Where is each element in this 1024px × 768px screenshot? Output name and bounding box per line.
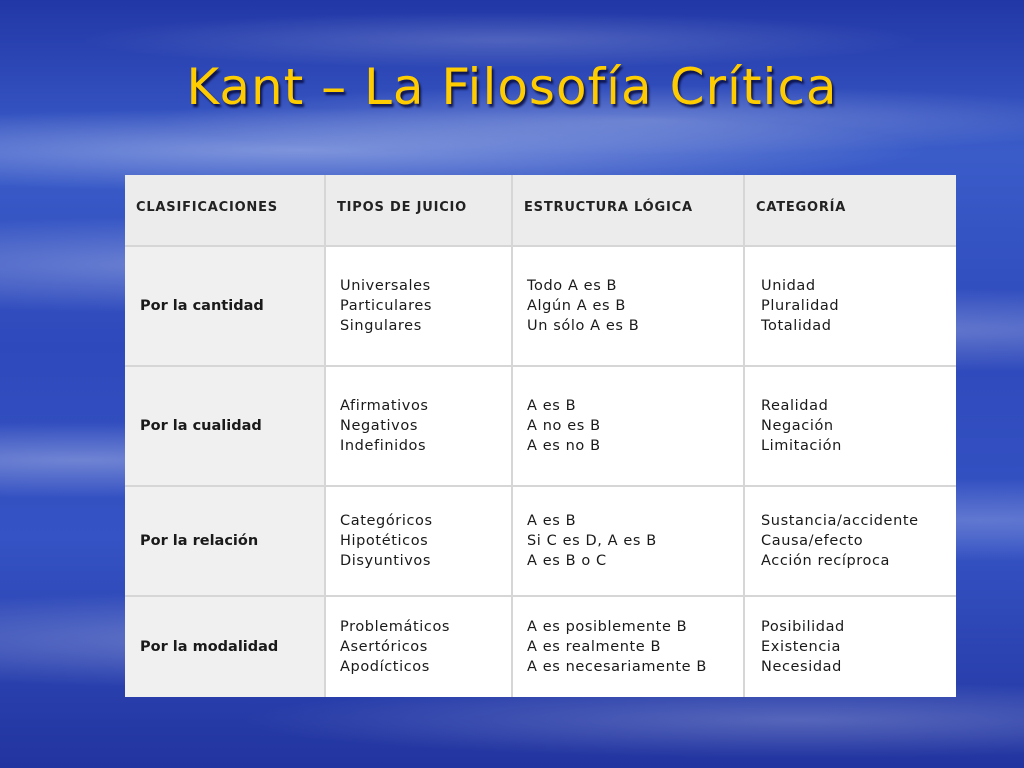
tipo-item: Asertóricos [340,639,428,655]
estructura-cell [512,366,744,486]
clasificacion-cell: Por la modalidad [125,596,325,697]
tipo-item: Indefinidos [340,438,427,454]
categoria-item: Necesidad [761,659,842,675]
categoria-cell [744,246,956,366]
table-row [125,246,956,366]
tipo-item: Negativos [340,418,418,434]
estructura-item: A es B [527,398,577,414]
categoria-cell [744,596,956,697]
tipos-cell [325,366,512,486]
categoria-item: Existencia [761,639,842,655]
table-row [125,596,956,697]
estructura-cell [512,486,744,596]
tipo-item: Universales [340,278,431,294]
tipo-item: Particulares [340,298,433,314]
tipo-item: Disyuntivos [340,553,432,569]
header-tipos-de-juicio: TIPOS DE JUICIO [325,175,512,246]
categoria-cell [744,366,956,486]
estructura-item: A es B [527,513,577,529]
table-header-row [125,175,956,246]
categoria-item: Totalidad [761,318,832,334]
header-categoria: CATEGORÍA [744,175,956,246]
categoria-cell [744,486,956,596]
clasificacion-cell: Por la cualidad [125,366,325,486]
categoria-item: Sustancia/accidente [761,513,919,529]
categoria-item: Unidad [761,278,816,294]
estructura-item: A es realmente B [527,639,662,655]
tipo-item: Hipotéticos [340,533,429,549]
categoria-item: Pluralidad [761,298,840,314]
table-row [125,486,956,596]
estructura-item: A es B o C [527,553,607,569]
tipo-item: Afirmativos [340,398,429,414]
estructura-item: Algún A es B [527,298,626,314]
estructura-item: Un sólo A es B [527,318,640,334]
tipo-item: Apodícticos [340,659,430,675]
categoria-item: Acción recíproca [761,553,891,569]
estructura-item: A es posiblemente B [527,619,688,635]
estructura-item: Todo A es B [527,278,618,294]
categoria-item: Negación [761,418,834,434]
estructura-item: Si C es D, A es B [527,533,657,549]
categoria-item: Causa/efecto [761,533,864,549]
estructura-item: A es necesariamente B [527,659,707,675]
tipo-item: Singulares [340,318,422,334]
estructura-cell [512,246,744,366]
kant-judgments-table [125,175,956,697]
categoria-item: Realidad [761,398,829,414]
table-row [125,366,956,486]
tipos-cell [325,246,512,366]
categoria-item: Limitación [761,438,842,454]
categoria-item: Posibilidad [761,619,845,635]
clasificacion-cell: Por la cantidad [125,246,325,366]
header-clasificaciones: CLASIFICACIONES [125,175,325,246]
estructura-item: A no es B [527,418,601,434]
clasificacion-cell: Por la relación [125,486,325,596]
estructura-item: A es no B [527,438,601,454]
tipos-cell [325,486,512,596]
tipos-cell [325,596,512,697]
tipo-item: Categóricos [340,513,433,529]
slide-title: Kant – La Filosofía Crítica [186,58,838,116]
tipo-item: Problemáticos [340,619,451,635]
header-estructura-logica: ESTRUCTURA LÓGICA [512,175,744,246]
estructura-cell [512,596,744,697]
